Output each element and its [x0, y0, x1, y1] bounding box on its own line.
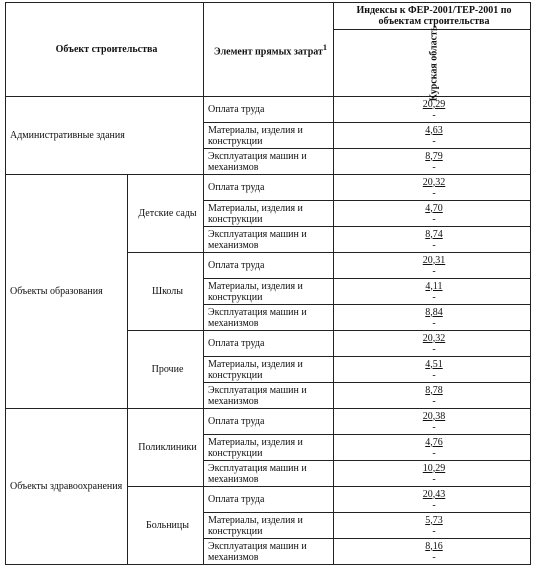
- region-label: Курская область: [428, 25, 440, 101]
- index-value: 20,32: [422, 332, 446, 344]
- value-cell: [334, 383, 531, 409]
- index-dash: -: [432, 109, 436, 121]
- value-cell: [334, 279, 531, 305]
- index-value: 8,74: [425, 228, 443, 240]
- index-value: 20,31: [422, 254, 446, 266]
- index-dash: -: [432, 395, 436, 407]
- element-machines: Эксплуатация машин и механизмов: [204, 539, 334, 565]
- header-element-footnote: 1: [322, 42, 328, 52]
- index-dash: -: [432, 525, 436, 537]
- header-row: [6, 3, 531, 30]
- value-cell: [334, 149, 531, 175]
- element-labor: Оплата труда: [204, 487, 334, 513]
- index-value: 8,78: [425, 384, 443, 396]
- value-cell: [334, 175, 531, 201]
- value-cell: [334, 201, 531, 227]
- table-row: [6, 175, 531, 201]
- index-value: 20,29: [422, 98, 446, 110]
- value-cell: [334, 357, 531, 383]
- subgroup-schools: Школы: [128, 253, 204, 331]
- element-materials: Материалы, изделия и конструкции: [204, 279, 334, 305]
- header-indices: Индексы к ФЕР-2001/ТЕР-2001 по объектам строительства: [334, 3, 531, 30]
- value-cell: [334, 461, 531, 487]
- index-value: 8,16: [425, 540, 443, 552]
- group-health: Объекты здравоохранения: [6, 409, 128, 565]
- index-dash: -: [432, 135, 436, 147]
- element-machines: Эксплуатация машин и механизмов: [204, 383, 334, 409]
- subgroup-clinics: Поликлиники: [128, 409, 204, 487]
- value-cell: [334, 409, 531, 435]
- element-machines: Эксплуатация машин и механизмов: [204, 149, 334, 175]
- index-value: 8,79: [425, 150, 443, 162]
- index-dash: -: [432, 291, 436, 303]
- index-value: 20,32: [422, 176, 446, 188]
- element-materials: Материалы, изделия и конструкции: [204, 123, 334, 149]
- value-cell: [334, 435, 531, 461]
- index-value: 20,43: [422, 488, 446, 500]
- value-cell: [334, 253, 531, 279]
- header-element: [204, 3, 334, 97]
- header-element-text: Элемент прямых затрат: [213, 46, 323, 58]
- element-materials: Материалы, изделия и конструкции: [204, 435, 334, 461]
- table-row: [6, 97, 531, 123]
- table-row: [6, 409, 531, 435]
- index-value: 4,70: [425, 202, 443, 214]
- index-value: 4,63: [425, 124, 443, 136]
- index-dash: -: [432, 187, 436, 199]
- index-value: 10,29: [422, 462, 446, 474]
- element-labor: Оплата труда: [204, 331, 334, 357]
- index-dash: -: [432, 343, 436, 355]
- index-dash: -: [432, 421, 436, 433]
- element-labor: Оплата труда: [204, 253, 334, 279]
- index-dash: -: [432, 317, 436, 329]
- index-value: 4,76: [425, 436, 443, 448]
- value-cell: [334, 539, 531, 565]
- index-value: 4,11: [425, 280, 443, 292]
- index-dash: -: [432, 369, 436, 381]
- value-cell: [334, 513, 531, 539]
- subgroup-other: Прочие: [128, 331, 204, 409]
- value-cell: [334, 331, 531, 357]
- header-object: Объект строительства: [6, 3, 204, 97]
- index-dash: -: [432, 551, 436, 563]
- index-dash: -: [432, 265, 436, 277]
- index-dash: -: [432, 239, 436, 251]
- element-materials: Материалы, изделия и конструкции: [204, 513, 334, 539]
- group-admin: Административные здания: [6, 97, 204, 175]
- index-value: 5,73: [425, 514, 443, 526]
- element-machines: Эксплуатация машин и механизмов: [204, 461, 334, 487]
- index-dash: -: [432, 499, 436, 511]
- index-dash: -: [432, 213, 436, 225]
- element-labor: Оплата труда: [204, 409, 334, 435]
- index-value: 8,84: [425, 306, 443, 318]
- index-value: 20,38: [422, 410, 446, 422]
- element-materials: Материалы, изделия и конструкции: [204, 201, 334, 227]
- index-dash: -: [432, 473, 436, 485]
- value-cell: [334, 123, 531, 149]
- index-dash: -: [432, 161, 436, 173]
- element-labor: Оплата труда: [204, 97, 334, 123]
- header-region: [334, 25, 531, 101]
- value-cell: [334, 227, 531, 253]
- value-cell: [334, 305, 531, 331]
- indices-table: [5, 2, 531, 565]
- element-machines: Эксплуатация машин и механизмов: [204, 305, 334, 331]
- element-materials: Материалы, изделия и конструкции: [204, 357, 334, 383]
- subgroup-hospitals: Больницы: [128, 487, 204, 565]
- subgroup-kindergartens: Детские сады: [128, 175, 204, 253]
- index-dash: -: [432, 447, 436, 459]
- value-cell: [334, 487, 531, 513]
- group-education: Объекты образования: [6, 175, 128, 409]
- index-value: 4,51: [425, 358, 443, 370]
- element-machines: Эксплуатация машин и механизмов: [204, 227, 334, 253]
- element-labor: Оплата труда: [204, 175, 334, 201]
